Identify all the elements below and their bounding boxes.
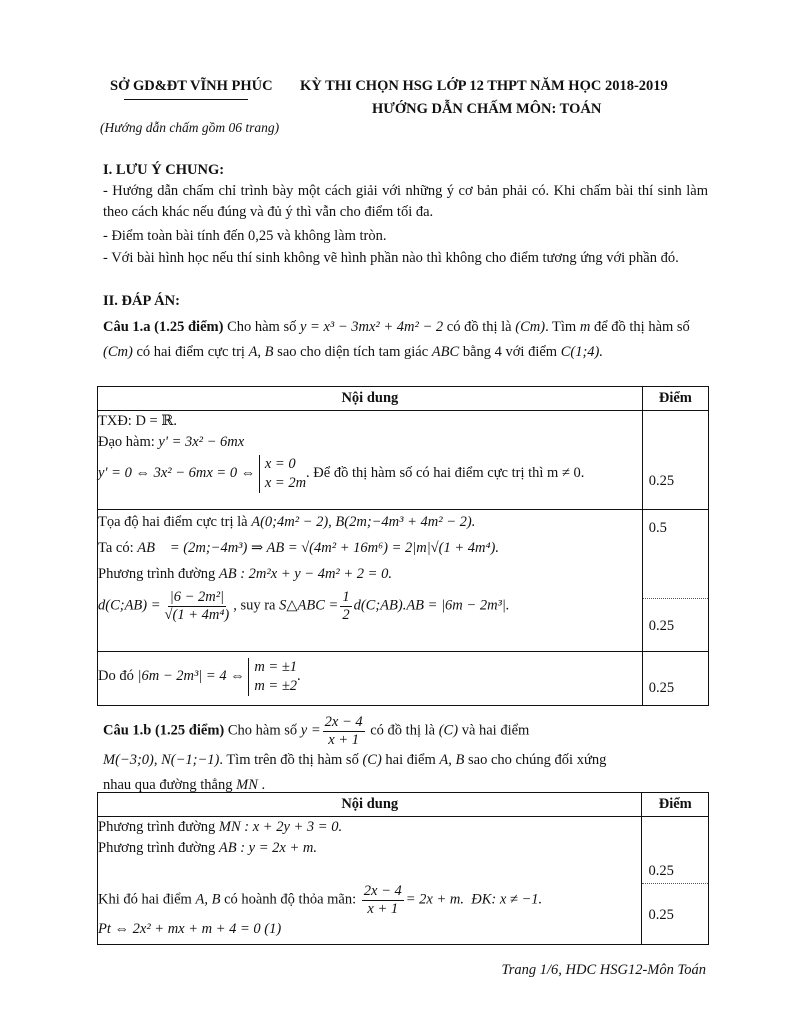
note-1: - Hướng dẫn chấm chỉ trình bày một cách giải với những ý cơ bản phải có. Khi chấm bài thí sinh làm theo cách khác nếu đúng và đủ ý thì vẫn cho điểm tối đa. (103, 183, 708, 221)
header-underline (124, 99, 248, 100)
score-1a-2: 0.5 (648, 520, 667, 537)
question-1b: Câu 1.b (1.25 điểm) Cho hàm số y = $\frac{2x - 4}{x + 1}$ có đồ thị là (C) và hai điểm (103, 714, 530, 748)
guide-title: HƯỚNG DẪN CHẤM MÔN: TOÁN (372, 101, 602, 117)
note-3: - Với bài hình học nếu thí sinh không vẽ hình phần nào thì không cho điểm tương ứng với phần đó. (103, 250, 679, 266)
department-name: SỞ GD&ĐT VĨNH PHÚC (110, 78, 273, 94)
answer-table-1b (97, 792, 709, 945)
question-1a-label: Câu 1.a (1.25 điểm) (103, 319, 224, 335)
quadratic-equation: Pt ⇔ 2x² + mx + m + 4 = 0 (1) (98, 921, 282, 938)
final-equation: |6m − 2m³| = 4 ⇔ (137, 668, 245, 685)
score-1a-1: 0.25 (648, 473, 675, 490)
header-content: Nội dung (98, 387, 643, 411)
header-content-1b: Nội dung (98, 793, 642, 817)
row-final: Do đó |6m − 2m³| = 4 ⇔ m = ±1 m = ±2 . (98, 652, 643, 706)
page-count-note: (Hướng dẫn chấm gồm 06 trang) (100, 120, 280, 135)
line-mn-equation: MN : x + 2y + 3 = 0. (218, 819, 343, 836)
exam-title: KỲ THI CHỌN HSG LỚP 12 THPT NĂM HỌC 2018-2019 (300, 78, 668, 94)
row-extremum-points: Tọa độ hai điểm cực trị là A(0;4m² − 2), B(2m;−4m³ + 4m² − 2). Ta có: AB⃗ = (2m;−4m³) ⇒ AB = √(4m² + 16m⁶) = 2|m|√(1 + 4m⁴). Phương trình đường AB : 2m²x + y − 4m² + 2 = 0. d(C;AB) = $\frac{\text{|6 − 2m²|}}{\text{√(1 + 4m⁴)}}$ , suy ra S△ABC = $\frac{1}{2}$ d(C;AB).AB = |6m − 2m³|. (98, 510, 643, 652)
domain-line: TXĐ: D = ℝ. (98, 413, 178, 430)
header-score: Điểm (642, 387, 708, 411)
row-lines-1b: Phương trình đường MN : x + 2y + 3 = 0. Phương trình đường AB : y = 2x + m. Khi đó hai điểm A, B có hoành độ thỏa mãn: $\frac{2x - 4}{x + 1}$ = 2x + m. ĐK: x ≠ −1. Pt ⇔ 2x² + mx + m + 4 = 0 (1) (98, 817, 642, 945)
ab-length: AB⃗ = (2m;−4m³) ⇒ AB = √(4m² + 16m⁶) = 2|m|√(1 + 4m⁴). (137, 540, 499, 557)
derivative-formula: y' = 3x² − 6mx (158, 434, 245, 451)
point-c: C(1;4). (560, 344, 603, 361)
extremum-condition: . Để đồ thị hàm số có hai điểm cực trị thì m ≠ 0. (306, 465, 585, 482)
question-1b-label: Câu 1.b (1.25 điểm) (103, 722, 225, 739)
score-1a-4: 0.25 (648, 680, 675, 697)
score-1b-1: 0.25 (648, 863, 674, 880)
score-1a-3: 0.25 (648, 618, 675, 635)
distance-fraction: $\frac{\text{|6 − 2m²|}}{\text{√(1 + 4m⁴)}}$ (164, 589, 230, 623)
question-1b-cont: M(−3;0), N(−1;−1). Tìm trên đồ thị hàm số (C) hai điểm A, B sao cho chúng đối xứng nhau qua đường thẳng MN . (103, 752, 607, 794)
note-2: - Điểm toàn bài tính đến 0,25 và không làm tròn. (103, 228, 387, 244)
function-fraction: $\frac{2x - 4}{x + 1}$ (324, 714, 363, 748)
section-2-title: II. ĐÁP ÁN: (103, 293, 180, 309)
header-score-1b: Điểm (642, 793, 709, 817)
derivative-equation: y' = 0 ⇔ 3x² − 6mx = 0 ⇔ (98, 465, 256, 482)
section-1-title: I. LƯU Ý CHUNG: (103, 162, 225, 178)
line-ab-equation: AB : 2m²x + y − 4m² + 2 = 0. (218, 566, 392, 583)
triangle-area: d(C;AB).AB = |6m − 2m³|. (353, 597, 510, 614)
function-formula: y = x³ − 3mx² + 4m² − 2 (299, 319, 444, 335)
score-1b-2: 0.25 (648, 907, 674, 924)
domain-condition: ĐK: x ≠ −1. (471, 891, 543, 908)
row-derivative: TXĐ: D = ℝ. Đạo hàm: y' = 3x² − 6mx y' = 0 ⇔ 3x² − 6mx = 0 ⇔ x = 0 x = 2m . Để đồ thị hàm số có hai điểm cực trị thì m ≠ 0. (98, 411, 643, 510)
answer-table-1a (97, 386, 709, 706)
page-footer: Trang 1/6, HDC HSG12-Môn Toán (501, 962, 706, 978)
extremum-coordinates: A(0;4m² − 2), B(2m;−4m³ + 4m² − 2). (251, 514, 476, 531)
critical-points: x = 0 x = 2m (259, 455, 306, 493)
line-ab-1b-equation: AB : y = 2x + m. (218, 840, 317, 857)
curve-name: (Cm) (515, 319, 546, 335)
points-mn: M(−3;0), N(−1;−1) (103, 752, 220, 768)
question-1a: Câu 1.a (1.25 điểm) Cho hàm số y = x³ − 3mx² + 4m² − 2 có đồ thị là (Cm). Tìm m để đồ thị hàm số (Cm) có hai điểm cực trị A, B sao cho diện tích tam giác ABC bằng 4 với điểm C(1;4). (103, 319, 690, 361)
final-solutions: m = ±1 m = ±2 (248, 658, 297, 696)
